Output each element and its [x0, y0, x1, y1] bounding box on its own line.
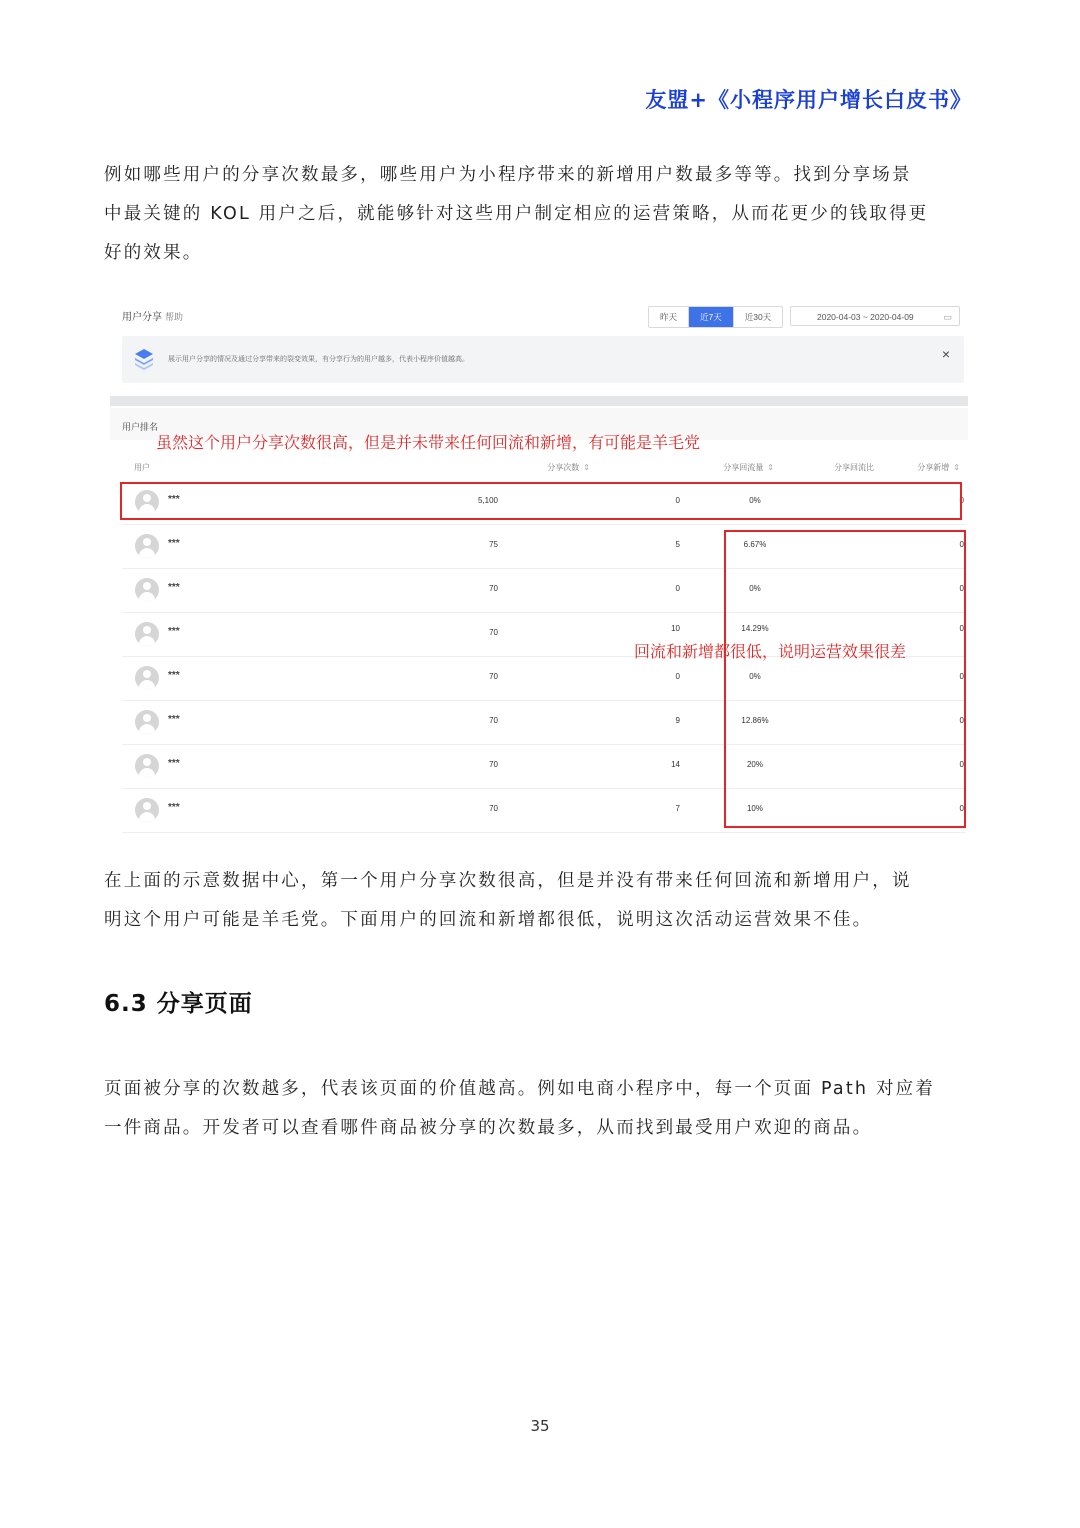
range-yesterday-button[interactable]: 昨天: [649, 307, 689, 327]
user-name: ***: [168, 670, 180, 681]
calendar-icon: ▭: [943, 312, 952, 322]
ratio-value: 0%: [749, 496, 761, 505]
user-name: ***: [168, 758, 180, 769]
column-header-shares[interactable]: [547, 462, 590, 473]
help-link[interactable]: 帮助: [165, 312, 184, 322]
backflow-value: 0: [675, 584, 680, 593]
user-share-screenshot: [110, 296, 972, 836]
new-value: 0: [959, 760, 964, 769]
avatar: [135, 798, 159, 822]
highlight-box-low-ratio: [724, 530, 966, 828]
range-30days-button[interactable]: 近30天: [734, 307, 782, 327]
section-line: 一件商品。开发者可以查看哪件商品被分享的次数最多，从而找到最受用户欢迎的商品。: [104, 1118, 873, 1138]
column-header-ratio: 分享回流比: [834, 463, 874, 472]
ratio-value: 6.67%: [743, 540, 767, 549]
column-header-new[interactable]: [917, 462, 960, 473]
ratio-value: 0%: [749, 584, 761, 593]
analysis-line: 在上面的示意数据中心，第一个用户分享次数很高，但是并没有带来任何回流和新增用户，说: [104, 871, 912, 891]
column-header-shares-label: 分享次数: [547, 463, 580, 472]
intro-line: 好的效果。: [104, 243, 203, 263]
user-name: ***: [168, 582, 180, 593]
table-header: [122, 456, 966, 476]
shares-value: 70: [489, 760, 498, 769]
analysis-paragraph: [104, 862, 976, 940]
backflow-value: 9: [675, 716, 680, 725]
highlight-box-top-user: [120, 482, 962, 520]
screenshot-title-text: 用户分享: [122, 312, 162, 323]
shares-value: 70: [489, 804, 498, 813]
close-icon[interactable]: ×: [941, 346, 950, 362]
new-value: 0: [959, 716, 964, 725]
info-tip-bar: [122, 336, 964, 383]
backflow-value: 14: [671, 760, 680, 769]
column-header-new-label: 分享新增: [917, 463, 950, 472]
new-value: 0: [959, 804, 964, 813]
rank-section-title: 用户排名: [122, 422, 159, 432]
ratio-value: 10%: [746, 804, 763, 813]
shares-value: 70: [489, 716, 498, 725]
ratio-value: 0%: [749, 672, 761, 681]
section-divider: [110, 396, 968, 406]
ratio-value: 12.86%: [741, 716, 769, 725]
shares-value: 70: [489, 628, 498, 637]
new-value: 0: [959, 624, 964, 633]
analysis-line: 明这个用户可能是羊毛党。下面用户的回流和新增都很低，说明这次活动运营效果不佳。: [104, 910, 873, 930]
avatar: [135, 710, 159, 734]
page-number: 35: [530, 1417, 550, 1435]
section-paragraph: [104, 1070, 976, 1148]
backflow-value: 7: [675, 804, 680, 813]
column-header-backflow-label: 分享回流量: [723, 463, 764, 472]
user-name: ***: [168, 714, 180, 725]
intro-line: 中最关键的 KOL 用户之后，就能够针对这些用户制定相应的运营策略，从而花更少的钱取得更: [104, 204, 929, 224]
date-range-text: 2020-04-03 ~ 2020-04-09: [817, 312, 914, 322]
column-header-user: 用户: [134, 463, 150, 472]
sort-icon: ⇕: [767, 463, 774, 472]
backflow-value: 0: [675, 672, 680, 681]
avatar: [135, 622, 159, 646]
document-header-title: 友盟+《小程序用户增长白皮书》: [645, 88, 972, 112]
user-name: ***: [168, 538, 180, 549]
section-line: 页面被分享的次数越多，代表该页面的价值越高。例如电商小程序中，每一个页面 Path 对应着: [104, 1079, 936, 1099]
layers-icon: [134, 348, 154, 370]
shares-value: 70: [489, 672, 498, 681]
backflow-value: 0: [675, 496, 680, 505]
section-heading: 6.3 分享页面: [104, 991, 253, 1017]
sort-icon: ⇕: [583, 463, 590, 472]
avatar: [135, 578, 159, 602]
backflow-value: 5: [675, 540, 680, 549]
new-value: 0: [959, 496, 964, 505]
column-header-backflow[interactable]: [723, 462, 774, 473]
shares-value: 75: [489, 540, 498, 549]
screenshot-title: [122, 308, 183, 323]
avatar: [135, 666, 159, 690]
intro-paragraph: [104, 156, 976, 273]
range-7days-button[interactable]: 近7天: [689, 307, 734, 327]
user-name: ***: [168, 494, 180, 505]
new-value: 0: [959, 584, 964, 593]
user-name: ***: [168, 626, 180, 637]
new-value: 0: [959, 540, 964, 549]
avatar: [135, 534, 159, 558]
annotation-mid: 回流和新增都很低，说明运营效果很差: [634, 642, 907, 661]
backflow-value: 10: [671, 624, 680, 633]
user-name: ***: [168, 802, 180, 813]
shares-value: 5,100: [477, 496, 498, 505]
shares-value: 70: [489, 584, 498, 593]
intro-line: 例如哪些用户的分享次数最多，哪些用户为小程序带来的新增用户数最多等等。找到分享场景: [104, 165, 912, 185]
ratio-value: 14.29%: [741, 624, 769, 633]
range-selector: [648, 306, 783, 328]
sort-icon: ⇕: [953, 463, 960, 472]
new-value: 0: [959, 672, 964, 681]
info-tip-text: 展示用户分享的情况及通过分享带来的裂变效果，有分享行为的用户越多，代表小程序价值越高。: [168, 356, 469, 363]
avatar: [135, 754, 159, 778]
annotation-top: 虽然这个用户分享次数很高，但是并未带来任何回流和新增，有可能是羊毛党: [156, 433, 701, 452]
date-range-picker[interactable]: [790, 306, 960, 326]
ratio-value: 20%: [746, 760, 763, 769]
